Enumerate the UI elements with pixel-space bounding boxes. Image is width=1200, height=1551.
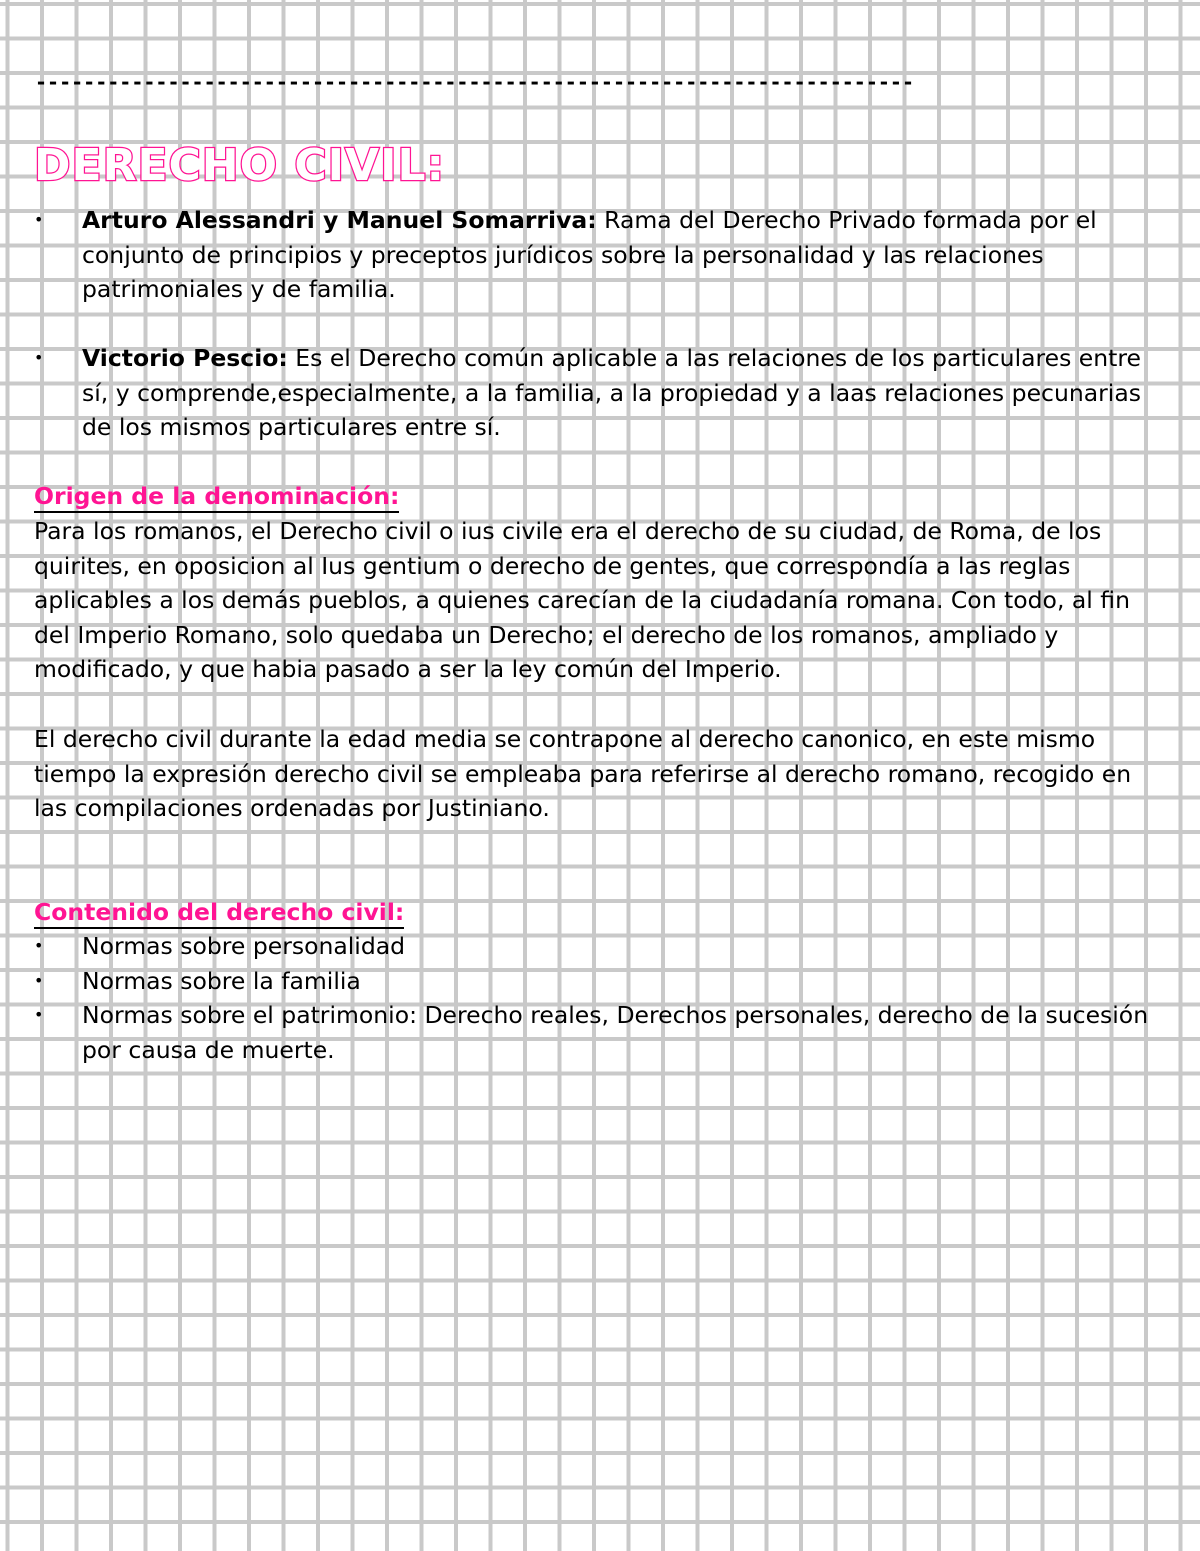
origen-section-2 xyxy=(34,722,1169,826)
definition-text: Rama del Derecho Privado formada por el conjunto de principios y preceptos jurídicos sobre la personalidad y las relaciones patrimoniales y de familia. xyxy=(82,206,1097,304)
definition-author: Victorio Pescio: xyxy=(82,344,288,372)
list-item xyxy=(34,964,1169,999)
bullet-marker: • xyxy=(34,210,44,229)
bullet-marker: • xyxy=(34,936,44,955)
origen-paragraph-2: El derecho civil durante la edad media se contrapone al derecho canonico, en este mismo tiempo la expresión derecho civil se empleaba para referirse al derecho romano, recogido en las compilaciones ordenadas por Justiniano. xyxy=(34,725,1132,823)
contenido-list xyxy=(34,929,1169,1067)
definitions-list-2 xyxy=(34,341,1169,445)
origen-paragraph-1: Para los romanos, el Derecho civil o ius civile era el derecho de su ciudad, de Roma, de los quirites, en oposicion al Ius gentium o derecho de gentes, que correspondía a las reglas aplicables a los demás pueblos, a quienes carecían de la ciudadanía romana. Con todo, al fin del Imperio Romano, solo quedaba un Derecho; el derecho de los romanos, ampliado y modificado, y que habia pasado a ser la ley común del Imperio. xyxy=(34,517,1130,684)
bullet-marker: • xyxy=(34,970,44,990)
dashed-separator: ------------------------------------------------------------------------- xyxy=(35,72,914,92)
origen-heading xyxy=(34,479,399,514)
definition-text: Es el Derecho común aplicable a las relaciones de los particulares entre sí, y comprende,especialmente, a la familia, a la propiedad y a laas relaciones pecunarias de los mismos particulares entre sí. xyxy=(82,344,1141,442)
list-item xyxy=(34,929,1169,964)
bullet-marker: • xyxy=(34,1005,44,1025)
bullet-marker: • xyxy=(34,348,44,367)
list-item-text: Normas sobre personalidad xyxy=(82,932,406,960)
list-item-text: Normas sobre el patrimonio: Derecho reales, Derechos personales, derecho de la sucesión por causa de muerte. xyxy=(82,1001,1149,1064)
page-title: DERECHO CIVIL: xyxy=(34,140,446,191)
definition-item xyxy=(34,203,1169,307)
origen-heading-text: Origen de la denominación: xyxy=(34,482,399,513)
definition-author: Arturo Alessandri y Manuel Somarriva: xyxy=(82,206,597,234)
definitions-list xyxy=(34,203,1169,307)
list-item-text: Normas sobre la familia xyxy=(82,966,361,995)
contenido-heading-text: Contenido del derecho civil: xyxy=(34,898,404,929)
origen-section xyxy=(34,514,1169,687)
contenido-heading xyxy=(34,895,404,930)
definition-item xyxy=(34,341,1169,445)
list-item xyxy=(34,998,1169,1067)
